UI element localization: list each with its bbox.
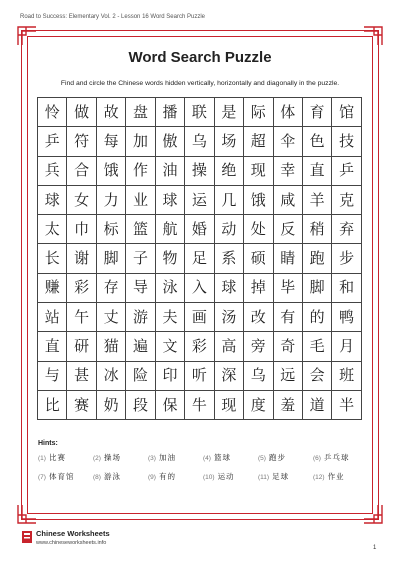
grid-cell[interactable]: 标 (97, 215, 126, 244)
hint-item (38, 452, 93, 463)
hint-word: 操场 (103, 453, 121, 462)
grid-cell[interactable]: 篮 (126, 215, 155, 244)
grid-cell[interactable]: 夫 (156, 303, 185, 332)
grid-cell[interactable]: 睛 (274, 244, 303, 273)
grid-cell[interactable]: 听 (185, 362, 214, 391)
grid-cell[interactable]: 故 (97, 98, 126, 127)
hint-number: (10) (203, 474, 215, 481)
grid-cell[interactable]: 赛 (67, 391, 96, 420)
hint-word: 篮球 (213, 453, 231, 462)
hint-number: (2) (93, 455, 101, 462)
grid-cell[interactable]: 高 (215, 332, 244, 361)
grid-cell[interactable]: 馆 (332, 98, 361, 127)
hint-number: (7) (38, 474, 46, 481)
grid-cell[interactable]: 航 (156, 215, 185, 244)
grid-cell[interactable]: 毛 (303, 332, 332, 361)
hint-item (93, 471, 148, 482)
grid-cell[interactable]: 系 (215, 244, 244, 273)
grid-cell[interactable]: 的 (303, 303, 332, 332)
grid-cell[interactable]: 色 (303, 127, 332, 156)
grid-cell[interactable]: 运 (185, 186, 214, 215)
grid-cell[interactable]: 险 (126, 362, 155, 391)
grid-cell[interactable]: 盘 (126, 98, 155, 127)
grid-cell[interactable]: 合 (67, 157, 96, 186)
grid-cell[interactable]: 游 (126, 303, 155, 332)
grid-cell[interactable]: 比 (38, 391, 67, 420)
grid-cell[interactable]: 克 (332, 186, 361, 215)
hint-word: 体育馆 (48, 472, 75, 481)
grid-cell[interactable]: 度 (244, 391, 273, 420)
grid-cell[interactable]: 谢 (67, 244, 96, 273)
grid-cell[interactable]: 画 (185, 303, 214, 332)
grid-cell[interactable]: 保 (156, 391, 185, 420)
grid-cell[interactable]: 会 (303, 362, 332, 391)
grid-cell[interactable]: 文 (156, 332, 185, 361)
hint-word: 乒乓球 (323, 453, 350, 462)
grid-cell[interactable]: 弃 (332, 215, 361, 244)
grid-cell[interactable]: 奇 (274, 332, 303, 361)
hint-number: (11) (258, 474, 270, 481)
hint-item (93, 452, 148, 463)
footer-brand: Chinese Worksheets (36, 529, 110, 538)
grid-cell[interactable]: 现 (215, 391, 244, 420)
grid-cell[interactable]: 午 (67, 303, 96, 332)
grid-cell[interactable]: 饿 (97, 157, 126, 186)
grid-cell[interactable]: 入 (185, 274, 214, 303)
hint-word: 有的 (158, 472, 176, 481)
grid-cell[interactable]: 婚 (185, 215, 214, 244)
grid-cell[interactable]: 奶 (97, 391, 126, 420)
hints-title: Hints: (38, 440, 58, 447)
grid-cell[interactable]: 际 (244, 98, 273, 127)
grid-cell[interactable]: 赚 (38, 274, 67, 303)
grid-cell[interactable]: 操 (185, 157, 214, 186)
grid-cell[interactable]: 有 (274, 303, 303, 332)
grid-cell[interactable]: 子 (126, 244, 155, 273)
grid-cell[interactable]: 掉 (244, 274, 273, 303)
grid-cell[interactable]: 足 (185, 244, 214, 273)
grid-cell[interactable]: 月 (332, 332, 361, 361)
grid-cell[interactable]: 彩 (67, 274, 96, 303)
grid-cell[interactable]: 油 (156, 157, 185, 186)
instructions: Find and circle the Chinese words hidden vertically, horizontally and diagonally in the puzzle. (60, 80, 340, 87)
grid-cell[interactable]: 体 (274, 98, 303, 127)
grid-cell[interactable]: 稍 (303, 215, 332, 244)
hint-number: (4) (203, 455, 211, 462)
corner-ornament-top-right (362, 25, 384, 47)
grid-cell[interactable]: 跑 (303, 244, 332, 273)
grid-cell[interactable]: 直 (38, 332, 67, 361)
grid-cell[interactable]: 脚 (97, 244, 126, 273)
grid-cell[interactable]: 汤 (215, 303, 244, 332)
grid-cell[interactable]: 超 (244, 127, 273, 156)
grid-cell[interactable]: 乒 (38, 127, 67, 156)
grid-cell[interactable]: 联 (185, 98, 214, 127)
grid-cell[interactable]: 与 (38, 362, 67, 391)
corner-ornament-bottom-left (16, 503, 38, 525)
grid-cell[interactable]: 每 (97, 127, 126, 156)
grid-cell[interactable]: 动 (215, 215, 244, 244)
grid-cell[interactable]: 硕 (244, 244, 273, 273)
hint-word: 游泳 (103, 472, 121, 481)
grid-cell[interactable]: 反 (274, 215, 303, 244)
hint-word: 作业 (327, 472, 345, 481)
grid-cell[interactable]: 导 (126, 274, 155, 303)
page-number: 1 (373, 545, 377, 551)
hint-number: (6) (313, 455, 321, 462)
grid-cell[interactable]: 球 (38, 186, 67, 215)
grid-cell[interactable]: 长 (38, 244, 67, 273)
hint-number: (8) (93, 474, 101, 481)
grid-cell[interactable]: 班 (332, 362, 361, 391)
grid-cell[interactable]: 球 (156, 186, 185, 215)
grid-cell[interactable]: 作 (126, 157, 155, 186)
hint-number: (12) (313, 474, 325, 481)
grid-cell[interactable]: 研 (67, 332, 96, 361)
grid-cell[interactable]: 现 (244, 157, 273, 186)
hint-word: 跑步 (268, 453, 286, 462)
hint-word: 足球 (272, 472, 290, 481)
brand-logo-icon (22, 528, 32, 540)
grid-cell[interactable]: 女 (67, 186, 96, 215)
grid-cell[interactable]: 段 (126, 391, 155, 420)
hint-item (313, 471, 368, 482)
grid-cell[interactable]: 饿 (244, 186, 273, 215)
grid-cell[interactable]: 猫 (97, 332, 126, 361)
grid-cell[interactable]: 几 (215, 186, 244, 215)
grid-cell[interactable]: 站 (38, 303, 67, 332)
grid-cell[interactable]: 泳 (156, 274, 185, 303)
grid-cell[interactable]: 育 (303, 98, 332, 127)
grid-cell[interactable]: 深 (215, 362, 244, 391)
grid-cell[interactable]: 怜 (38, 98, 67, 127)
grid-cell[interactable]: 和 (332, 274, 361, 303)
grid-cell[interactable]: 丈 (97, 303, 126, 332)
grid-cell[interactable]: 步 (332, 244, 361, 273)
grid-cell[interactable]: 羞 (274, 391, 303, 420)
grid-cell[interactable]: 处 (244, 215, 273, 244)
grid-cell[interactable]: 绝 (215, 157, 244, 186)
grid-cell[interactable]: 乒 (332, 157, 361, 186)
grid-cell[interactable]: 遍 (126, 332, 155, 361)
grid-cell[interactable]: 乌 (185, 127, 214, 156)
grid-cell[interactable]: 道 (303, 391, 332, 420)
grid-cell[interactable]: 存 (97, 274, 126, 303)
hint-item (313, 452, 368, 463)
grid-cell[interactable]: 鸭 (332, 303, 361, 332)
hint-number: (9) (148, 474, 156, 481)
grid-cell[interactable]: 伞 (274, 127, 303, 156)
grid-cell[interactable]: 咸 (274, 186, 303, 215)
hint-word: 运动 (217, 472, 235, 481)
hint-item (148, 452, 203, 463)
grid-cell[interactable]: 是 (215, 98, 244, 127)
hint-word: 加油 (158, 453, 176, 462)
grid-cell[interactable]: 巾 (67, 215, 96, 244)
grid-cell[interactable]: 傲 (156, 127, 185, 156)
grid-cell[interactable]: 改 (244, 303, 273, 332)
hint-number: (5) (258, 455, 266, 462)
grid-cell[interactable]: 幸 (274, 157, 303, 186)
hint-number: (3) (148, 455, 156, 462)
grid-cell[interactable]: 彩 (185, 332, 214, 361)
grid-cell[interactable]: 加 (126, 127, 155, 156)
grid-cell[interactable]: 羊 (303, 186, 332, 215)
hint-number: (1) (38, 455, 46, 462)
grid-cell[interactable]: 力 (97, 186, 126, 215)
hint-item (258, 452, 313, 463)
grid-cell[interactable]: 半 (332, 391, 361, 420)
hint-item (258, 471, 313, 482)
hint-item (203, 452, 258, 463)
grid-cell[interactable]: 兵 (38, 157, 67, 186)
grid-cell[interactable]: 物 (156, 244, 185, 273)
grid-cell[interactable]: 脚 (303, 274, 332, 303)
grid-cell[interactable]: 技 (332, 127, 361, 156)
corner-ornament-bottom-right (362, 503, 384, 525)
hint-item (148, 471, 203, 482)
hints-list (38, 452, 368, 482)
grid-cell[interactable]: 符 (67, 127, 96, 156)
hint-item (38, 471, 93, 482)
grid-cell[interactable]: 场 (215, 127, 244, 156)
grid-cell[interactable]: 太 (38, 215, 67, 244)
grid-cell[interactable]: 印 (156, 362, 185, 391)
grid-cell[interactable]: 远 (274, 362, 303, 391)
grid-cell[interactable]: 直 (303, 157, 332, 186)
corner-ornament-top-left (16, 25, 38, 47)
hint-item (203, 471, 258, 482)
grid-cell[interactable]: 做 (67, 98, 96, 127)
word-search-grid (37, 97, 362, 420)
grid-cell[interactable]: 牛 (185, 391, 214, 420)
grid-cell[interactable]: 旁 (244, 332, 273, 361)
page-title: Word Search Puzzle (128, 49, 272, 66)
grid-cell[interactable]: 乌 (244, 362, 273, 391)
grid-cell[interactable]: 业 (126, 186, 155, 215)
footer-url: www.chineseworksheets.info (36, 540, 107, 546)
grid-cell[interactable]: 球 (215, 274, 244, 303)
grid-cell[interactable]: 毕 (274, 274, 303, 303)
grid-cell[interactable]: 播 (156, 98, 185, 127)
grid-cell[interactable]: 甚 (67, 362, 96, 391)
grid-cell[interactable]: 冰 (97, 362, 126, 391)
hint-word: 比赛 (48, 453, 66, 462)
header-breadcrumb: Road to Success: Elementary Vol. 2 - Lesson 16 Word Search Puzzle (20, 14, 205, 20)
